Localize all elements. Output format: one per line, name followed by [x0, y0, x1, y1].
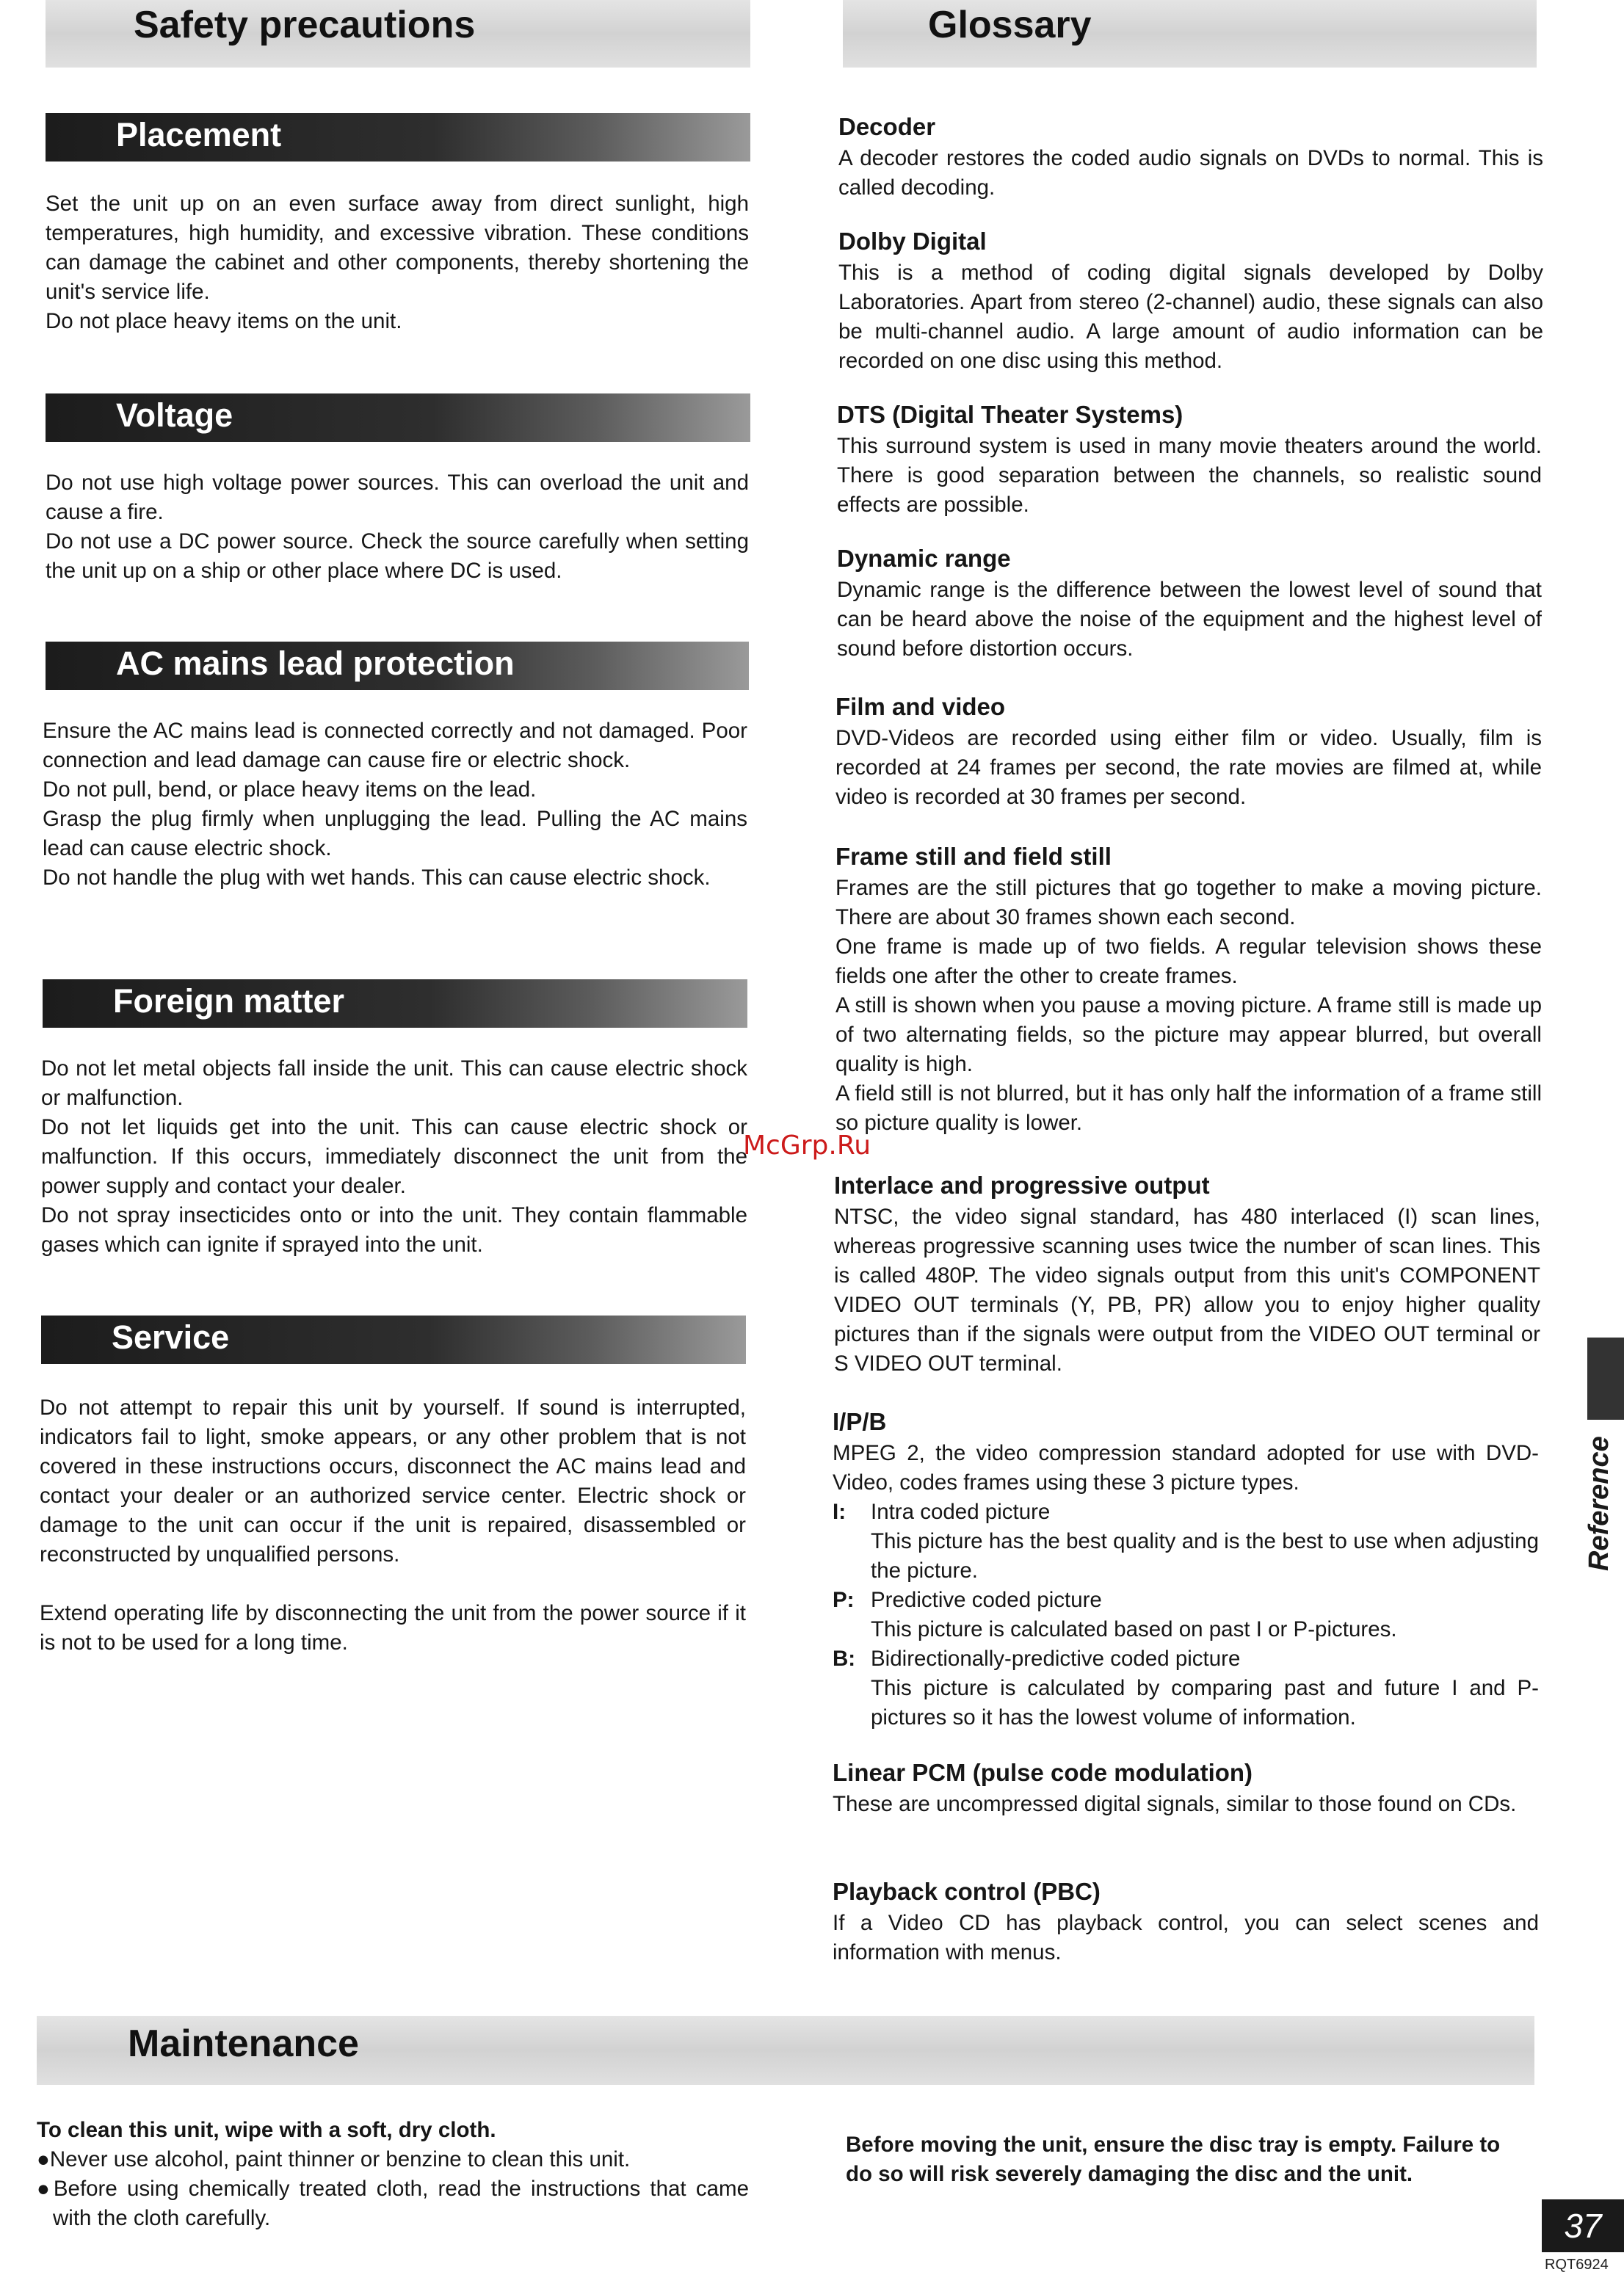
section-bar-service	[41, 1316, 746, 1364]
reference-tab-marker	[1587, 1338, 1624, 1420]
reference-tab-label: Reference	[1584, 1436, 1614, 1571]
paragraph: Frames are the still pictures that go together to make a moving picture. There are about 30 frames shown each second.	[835, 876, 1542, 929]
ipb-letter: I:	[833, 1500, 847, 1524]
section-bar-voltage	[46, 393, 750, 442]
left-title-banner	[46, 0, 750, 68]
maintenance-warning: Before moving the unit, ensure the disc tray is empty. Failure to do so will risk severely damaging the disc and the unit.	[846, 2133, 1501, 2186]
maintenance-bullet	[37, 2174, 749, 2233]
section-bar-placement	[46, 113, 750, 162]
paragraph: This is a method of coding digital signals developed by Dolby Laboratories. Apart from stereo (2-channel) audio, these signals can also be multi-channel audio. A large amount of audio information can be recorded on one disc using this method.	[838, 261, 1543, 373]
maintenance-title: Maintenance	[128, 2022, 359, 2065]
paragraph: A still is shown when you pause a moving picture. A frame still is made up of two alternating fields, so the picture may appear blurred, but overall quality is high.	[835, 993, 1542, 1076]
maintenance-banner	[37, 2016, 1534, 2085]
bullet-icon: ●	[37, 2177, 54, 2201]
glossary-term: Playback control (PBC)	[833, 1878, 1101, 1905]
section-bar-foreign-matter	[43, 979, 747, 1028]
ipb-item-i	[833, 1498, 1050, 1527]
ipb-name: Bidirectionally-predictive coded picture	[871, 1647, 1241, 1671]
placement-text	[46, 189, 749, 336]
paragraph: Do not use high voltage power sources. This can overload the unit and cause a fire.	[46, 471, 749, 524]
section-heading: AC mains lead protection	[116, 645, 515, 682]
glossary-definition	[833, 1439, 1539, 1498]
ipb-item-p	[833, 1586, 1102, 1615]
paragraph: DVD-Videos are recorded using either film or video. Usually, film is recorded at 24 frames per second, the rate movies are filmed at, while video is recorded at 30 frames per second.	[835, 726, 1542, 809]
paragraph: MPEG 2, the video compression standard adopted for use with DVD-Video, codes frames using these 3 picture types.	[833, 1441, 1539, 1495]
paragraph: Do not place heavy items on the unit.	[46, 309, 402, 333]
glossary-definition	[835, 874, 1542, 1138]
maintenance-bullet	[37, 2145, 749, 2174]
glossary-term: Linear PCM (pulse code modulation)	[833, 1759, 1253, 1786]
glossary-term: Decoder	[838, 113, 936, 140]
glossary-definition	[835, 724, 1542, 812]
paragraph: Do not let liquids get into the unit. This can cause electric shock or malfunction. If this occurs, immediately disconnect the unit from the power supply and contact your dealer.	[41, 1115, 747, 1198]
glossary-term: Film and video	[835, 693, 1006, 720]
glossary-term: DTS (Digital Theater Systems)	[837, 401, 1183, 428]
paragraph: Ensure the AC mains lead is connected correctly and not damaged. Poor connection and lead damage can cause fire or electric shock.	[43, 719, 747, 772]
glossary-definition	[833, 1790, 1539, 1819]
bullet-text: Before using chemically treated cloth, read the instructions that came with the cloth carefully.	[53, 2177, 749, 2230]
glossary-definition	[837, 432, 1542, 520]
right-title-banner	[843, 0, 1537, 68]
paragraph: Set the unit up on an even surface away from direct sunlight, high temperatures, high humidity, and excessive vibration. These conditions can damage the cabinet and other components, thereby shortening the unit's service life.	[46, 192, 749, 304]
bullet-text: Never use alcohol, paint thinner or benzine to clean this unit.	[49, 2147, 631, 2171]
glossary-definition	[838, 258, 1543, 376]
foreign-matter-text	[41, 1054, 747, 1260]
paragraph: If a Video CD has playback control, you can select scenes and information with menus.	[833, 1911, 1539, 1964]
ipb-name: Predictive coded picture	[871, 1588, 1102, 1612]
page-title-glossary: Glossary	[928, 4, 1092, 46]
section-heading: Service	[112, 1318, 230, 1356]
ipb-name: Intra coded picture	[871, 1500, 1051, 1524]
page-title-safety: Safety precautions	[134, 4, 476, 46]
section-heading: Placement	[116, 116, 282, 153]
glossary-term: Dolby Digital	[838, 228, 987, 255]
voltage-text	[46, 468, 749, 586]
maintenance-lead: To clean this unit, wipe with a soft, dry cloth.	[37, 2118, 496, 2142]
paragraph: Do not handle the plug with wet hands. This can cause electric shock.	[43, 866, 711, 890]
paragraph: Extend operating life by disconnecting the unit from the power source if it is not to be used for a long time.	[40, 1601, 746, 1655]
paragraph: A decoder restores the coded audio signals on DVDs to normal. This is called decoding.	[838, 146, 1543, 200]
ipb-letter: B:	[833, 1647, 856, 1671]
glossary-definition	[837, 576, 1542, 664]
ipb-item-b	[833, 1644, 1240, 1674]
ac-mains-text	[43, 716, 747, 893]
document-code: RQT6924	[1545, 2257, 1609, 2273]
section-heading: Voltage	[116, 396, 233, 434]
paragraph: Do not spray insecticides onto or into the unit. They contain flammable gases which can ignite if sprayed into the unit.	[41, 1203, 747, 1257]
paragraph: These are uncompressed digital signals, similar to those found on CDs.	[833, 1792, 1517, 1816]
paragraph: NTSC, the video signal standard, has 480 interlaced (I) scan lines, whereas progressive scanning uses twice the number of scan lines. This is called 480P. The video signals output from this unit's COMPONENT VIDEO OUT terminals (Y, PB, PR) allow you to enjoy higher quality pictures than if the signals were output from the VIDEO OUT terminal or S VIDEO OUT terminal.	[834, 1205, 1540, 1376]
paragraph: Dynamic range is the difference between the lowest level of sound that can be heard above the noise of the equipment and the highest level of sound before distortion occurs.	[837, 578, 1542, 661]
ipb-letter: P:	[833, 1588, 855, 1612]
glossary-definition	[833, 1909, 1539, 1967]
section-heading: Foreign matter	[113, 982, 345, 1020]
paragraph: Do not attempt to repair this unit by yourself. If sound is interrupted, indicators fail to light, smoke appears, or any other problem that is not covered in these instructions occurs, disconnect the AC mains lead and contact your dealer or an authorized service center. Electric shock or damage to the unit can occur if the unit is repaired, disassembled or reconstructed by unqualified persons.	[40, 1396, 746, 1567]
glossary-term: I/P/B	[833, 1408, 887, 1435]
paragraph: Do not pull, bend, or place heavy items on the lead.	[43, 777, 537, 802]
page-number-box	[1542, 2199, 1624, 2252]
glossary-definition	[838, 144, 1543, 203]
glossary-term: Interlace and progressive output	[834, 1172, 1210, 1199]
section-bar-ac-mains	[46, 642, 749, 690]
paragraph: Grasp the plug firmly when unplugging the lead. Pulling the AC mains lead can cause electric shock.	[43, 807, 747, 860]
ipb-description: This picture is calculated based on past I or P-pictures.	[871, 1617, 1397, 1641]
ipb-description: This picture has the best quality and is the best to use when adjusting the picture.	[871, 1529, 1539, 1583]
paragraph: A field still is not blurred, but it has only half the information of a frame still so picture quality is lower.	[835, 1081, 1542, 1135]
bullet-icon: ●	[37, 2147, 50, 2171]
page-number: 37	[1564, 2207, 1602, 2245]
ipb-description: This picture is calculated by comparing past and future I and P-pictures so it has the lowest volume of information.	[871, 1676, 1539, 1730]
service-text	[40, 1393, 746, 1658]
paragraph: Do not use a DC power source. Check the source carefully when setting the unit up on a ship or other place where DC is used.	[46, 529, 749, 583]
paragraph: One frame is made up of two fields. A regular television shows these fields one after the other to create frames.	[835, 935, 1542, 988]
paragraph: This surround system is used in many movie theaters around the world. There is good separation between the channels, so realistic sound effects are possible.	[837, 434, 1542, 517]
glossary-term: Dynamic range	[837, 545, 1011, 572]
glossary-definition	[834, 1202, 1540, 1379]
watermark: McGrp.Ru	[743, 1131, 871, 1161]
paragraph: Do not let metal objects fall inside the unit. This can cause electric shock or malfunction.	[41, 1056, 747, 1110]
glossary-term: Frame still and field still	[835, 843, 1112, 870]
